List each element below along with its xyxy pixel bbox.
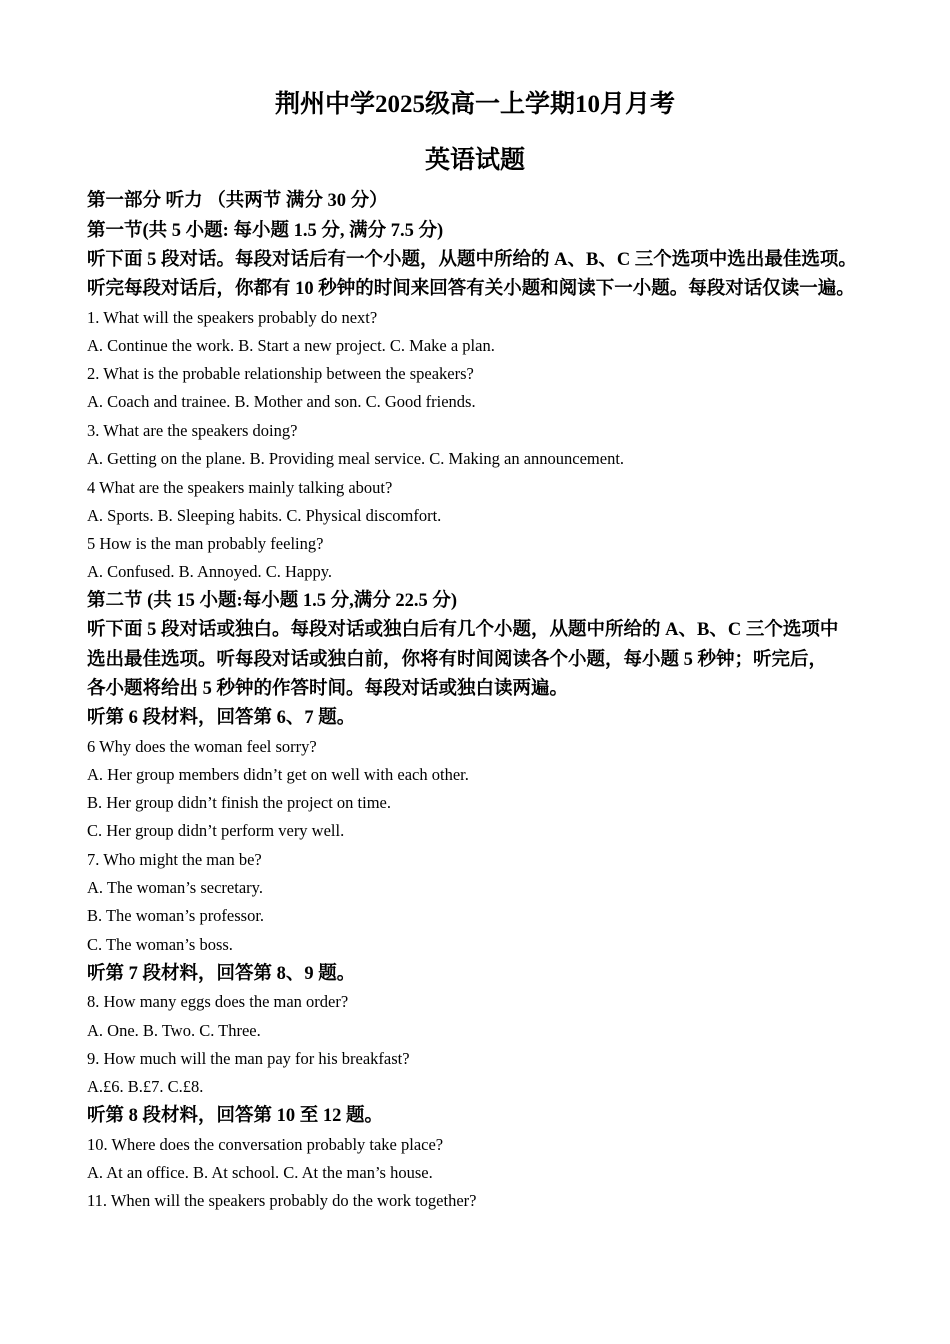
group-6-heading: 听第 6 段材料，回答第 6、7 题。 — [87, 708, 356, 728]
question-10: 10. Where does the conversation probably take place? — [87, 1135, 444, 1154]
question-7-option-b: B. The woman’s professor. — [87, 906, 265, 925]
question-7: 7. Who might the man be? — [87, 850, 262, 869]
section1-instruction-line: 听下面 5 段对话。每段对话后有一个小题，从题中所给的 A、B、C 三个选项中选出最佳选项。 — [87, 250, 857, 270]
question-9: 9. How much will the man pay for his breakfast? — [87, 1049, 410, 1068]
group-8-heading: 听第 8 段材料，回答第 10 至 12 题。 — [87, 1106, 384, 1126]
question-2-options: A. Coach and trainee. B. Mother and son. C. Good friends. — [87, 392, 476, 411]
question-7-option-a: A. The woman’s secretary. — [87, 878, 263, 897]
exam-title: 荆州中学2025级高一上学期10月月考 — [274, 91, 675, 118]
question-6: 6 Why does the woman feel sorry? — [87, 737, 317, 756]
exam-subtitle: 英语试题 — [424, 147, 525, 174]
question-4-options: A. Sports. B. Sleeping habits. C. Physical discomfort. — [87, 506, 442, 525]
group-7-heading: 听第 7 段材料，回答第 8、9 题。 — [87, 964, 356, 984]
question-1: 1. What will the speakers probably do next? — [87, 308, 378, 327]
question-8: 8. How many eggs does the man order? — [87, 992, 349, 1011]
question-2: 2. What is the probable relationship between the speakers? — [87, 364, 474, 383]
section2-heading: 第二节 (共 15 小题:每小题 1.5 分,满分 22.5 分) — [87, 591, 457, 611]
section2-instruction-line: 选出最佳选项。听每段对话或独白前，你将有时间阅读各个小题，每小题 5 秒钟；听完后， — [87, 650, 828, 670]
question-1-options: A. Continue the work. B. Start a new project. C. Make a plan. — [87, 336, 495, 355]
part1-heading: 第一部分 听力 （共两节 满分 30 分） — [87, 191, 388, 211]
question-4: 4 What are the speakers mainly talking about? — [87, 478, 393, 497]
question-8-options: A. One. B. Two. C. Three. — [87, 1021, 261, 1040]
section1-instruction-line: 听完每段对话后，你都有 10 秒钟的时间来回答有关小题和阅读下一小题。每段对话仅读一遍。 — [87, 279, 855, 299]
section1-heading: 第一节(共 5 小题: 每小题 1.5 分, 满分 7.5 分) — [87, 221, 444, 241]
section2-instruction-line: 各小题将给出 5 秒钟的作答时间。每段对话或独白读两遍。 — [87, 679, 569, 699]
question-7-option-c: C. The woman’s boss. — [87, 935, 233, 954]
question-6-option-b: B. Her group didn’t finish the project on time. — [87, 793, 391, 812]
section2-instruction-line: 听下面 5 段对话或独白。每段对话或独白后有几个小题，从题中所给的 A、B、C 三个选项中 — [87, 620, 839, 640]
question-10-options: A. At an office. B. At school. C. At the man’s house. — [87, 1163, 433, 1182]
question-6-option-a: A. Her group members didn’t get on well with each other. — [87, 765, 469, 784]
question-6-option-c: C. Her group didn’t perform very well. — [87, 821, 345, 840]
question-11: 11. When will the speakers probably do the work together? — [87, 1191, 477, 1210]
question-5: 5 How is the man probably feeling? — [87, 534, 324, 553]
question-3: 3. What are the speakers doing? — [87, 421, 298, 440]
question-5-options: A. Confused. B. Annoyed. C. Happy. — [87, 562, 333, 581]
question-9-options: A.£6. B.£7. C.£8. — [87, 1077, 204, 1096]
question-3-options: A. Getting on the plane. B. Providing meal service. C. Making an announcement. — [87, 449, 625, 468]
